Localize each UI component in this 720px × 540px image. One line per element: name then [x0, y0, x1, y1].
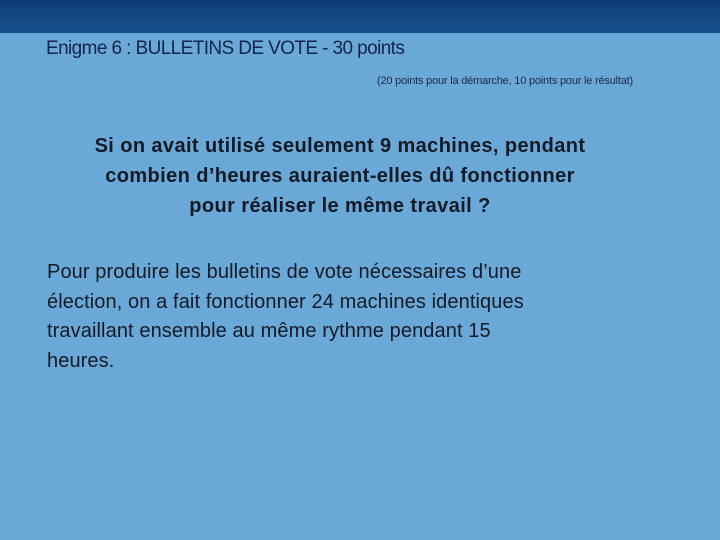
problem-line-4: heures. — [47, 349, 115, 372]
scoring-note: (20 points pour la démarche, 10 points pour le résultat) — [377, 75, 634, 87]
slide-title: Enigme 6 : BULLETINS DE VOTE - 30 points — [46, 38, 405, 59]
question-text — [30, 131, 650, 221]
problem-line-1: Pour produire les bulletins de vote nécessaires d’une — [47, 261, 522, 283]
top-bar — [0, 0, 720, 33]
problem-line-2: élection, on a fait fonctionner 24 machines identiques — [47, 290, 524, 313]
problem-line-3: travaillant ensemble au même rythme pendant 15 — [47, 320, 491, 342]
question-line-3: pour réaliser le même travail ? — [189, 195, 491, 217]
problem-statement — [47, 258, 647, 376]
question-line-2: combien d’heures auraient-elles dû fonctionner — [105, 165, 575, 187]
question-line-1: Si on avait utilisé seulement 9 machines, pendant — [94, 135, 586, 157]
